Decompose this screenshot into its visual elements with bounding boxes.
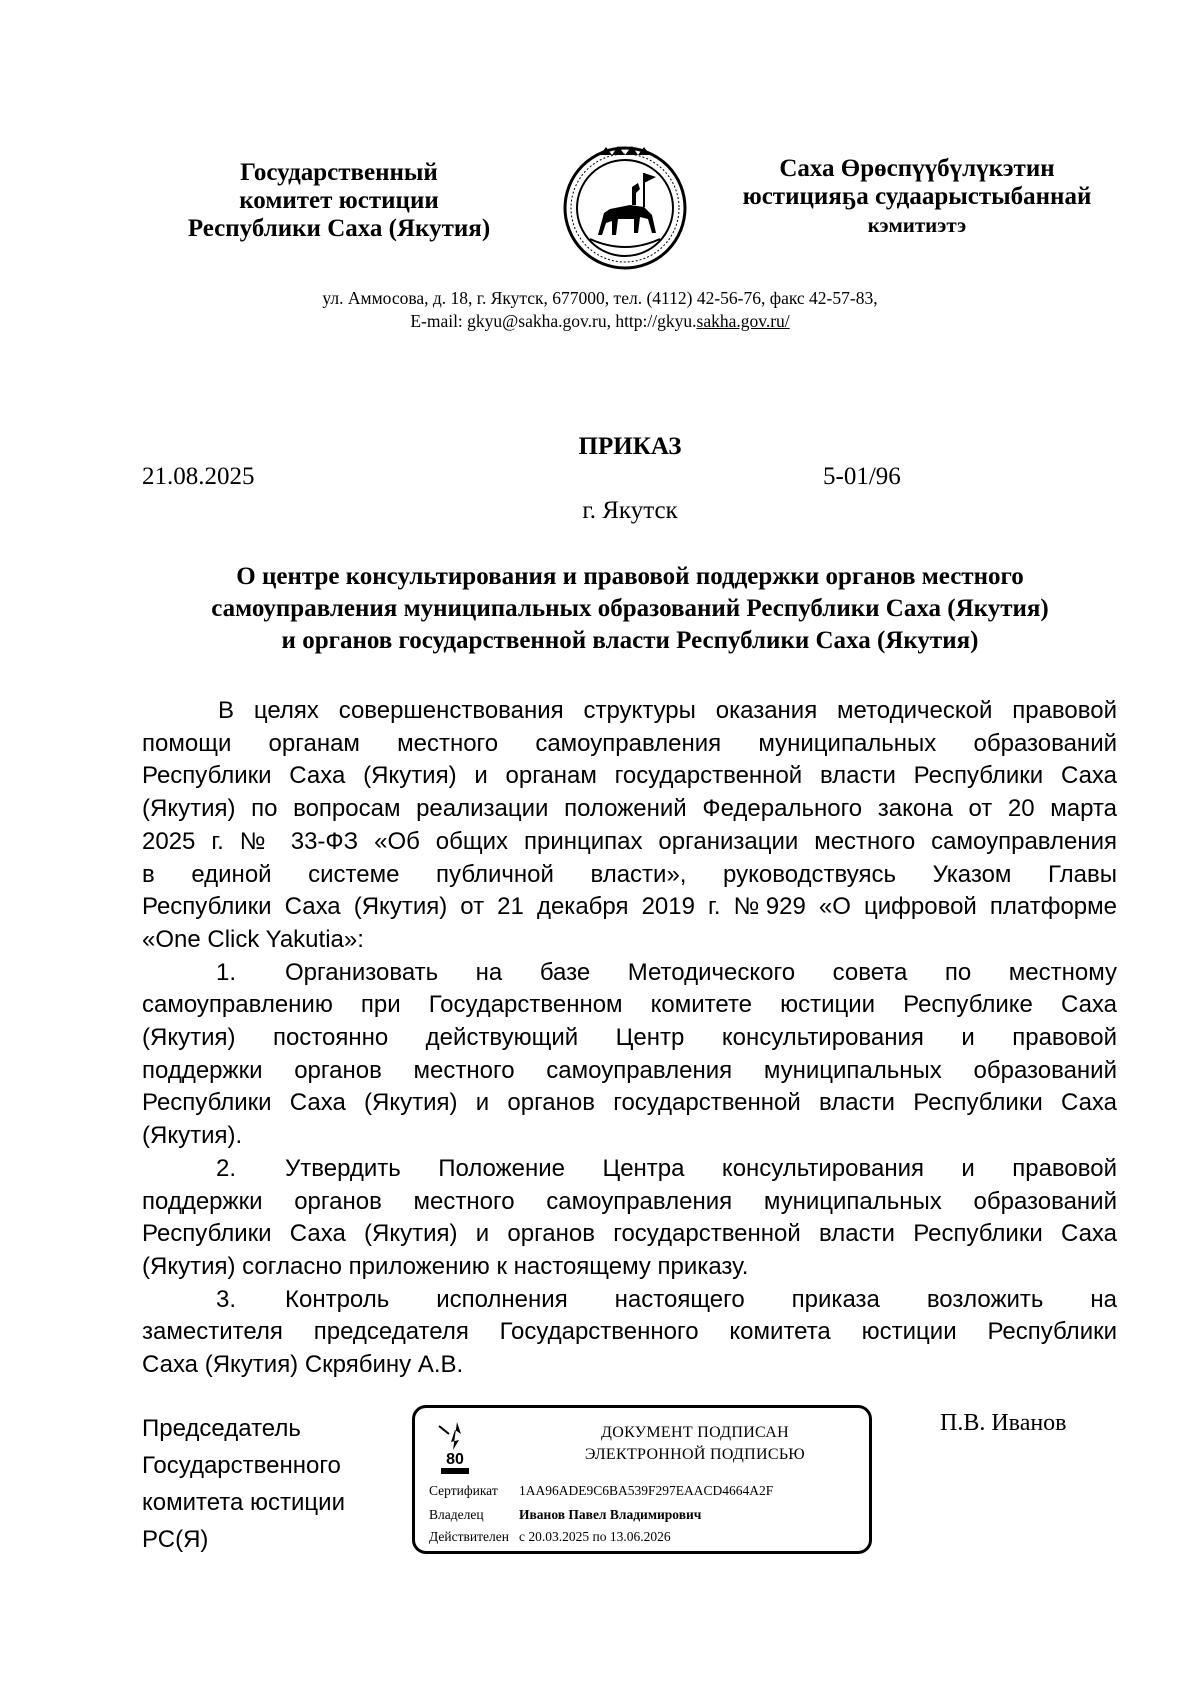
order-item-2 bbox=[142, 1153, 1117, 1186]
stamp-label: Сертификат bbox=[429, 1483, 498, 1498]
org-name-russian bbox=[165, 159, 513, 243]
victory-80-logo-icon bbox=[433, 1420, 477, 1478]
item-line: Утвердить Положение Центра консультирования и правовой bbox=[285, 1154, 1117, 1182]
item-number: 3. bbox=[216, 1285, 237, 1313]
preamble-line: 2025 г. № 33-ФЗ «Об общих принципах организации местного самоуправления bbox=[142, 827, 1117, 855]
website-link[interactable]: sakha.gov.ru/ bbox=[696, 311, 790, 331]
subject-line: О центре консультирования и правовой поддержки органов местного bbox=[236, 563, 1024, 590]
signer-position-line: Государственного bbox=[142, 1452, 341, 1479]
org-name-line: кэмитиэтэ bbox=[867, 213, 967, 237]
contacts-line: ул. Аммосова, д. 18, г. Якутск, 677000, тел. (4112) 42-56-76, факс 42-57-83, bbox=[322, 288, 878, 308]
org-name-line: Республики Саха (Якутия) bbox=[187, 215, 491, 242]
certificate-value: 1AA96ADE9C6BA539F297EAACD4664A2F bbox=[519, 1483, 774, 1498]
order-body bbox=[142, 695, 1117, 1382]
signer-position-line: РС(Я) bbox=[142, 1526, 209, 1553]
subject-line: самоуправления муниципальных образований Республики Саха (Якутия) bbox=[211, 595, 1049, 622]
item-line: (Якутия) постоянно действующий Центр консультирования и правовой bbox=[142, 1024, 1117, 1052]
stamp-heading: ДОКУМЕНТ ПОДПИСАН bbox=[601, 1424, 789, 1441]
preamble-line: помощи органам местного самоуправления муниципальных образований bbox=[142, 729, 1117, 757]
order-number: 5-01/96 bbox=[823, 463, 901, 490]
signer-position bbox=[142, 1410, 345, 1558]
item-line: Республики Саха (Якутия) и органов государственной власти Республики Саха bbox=[142, 1220, 1117, 1248]
order-subject bbox=[140, 561, 1120, 657]
item-line: (Якутия) согласно приложению к настоящему приказу. bbox=[142, 1252, 749, 1280]
item-number: 1. bbox=[216, 958, 237, 986]
signer-position-line: Председатель bbox=[142, 1415, 301, 1442]
stamp-label: Действителен bbox=[429, 1529, 509, 1544]
item-line: Контроль исполнения настоящего приказа возложить на bbox=[285, 1285, 1117, 1313]
item-line: заместителя председателя Государственного комитета юстиции Республики bbox=[142, 1318, 1117, 1346]
signer-position-line: комитета юстиции bbox=[142, 1489, 345, 1516]
document-title: ПРИКАЗ bbox=[578, 433, 682, 460]
org-name-line: Государственный bbox=[240, 159, 438, 186]
validity-value: с 20.03.2025 по 13.06.2026 bbox=[519, 1529, 671, 1544]
org-name-sakha bbox=[712, 155, 1122, 239]
contacts-email-site bbox=[200, 310, 1000, 332]
preamble-line: в единой системе публичной власти», руководствуясь Указом Главы bbox=[142, 860, 1117, 888]
signer-name: П.В. Иванов bbox=[940, 1410, 1067, 1436]
org-name-line: Саха Өрөспүүбүлүкэтин bbox=[779, 155, 1055, 182]
subject-line: и органов государственной власти Республики Саха (Якутия) bbox=[281, 627, 979, 654]
item-line: Саха (Якутия) Скрябину А.В. bbox=[142, 1351, 464, 1379]
coat-of-arms-emblem-icon bbox=[560, 143, 690, 273]
contacts-email-text: E-mail: gkyu@sakha.gov.ru, http://gkyu. bbox=[410, 311, 697, 331]
preamble-line: «One Click Yakutia»: bbox=[142, 925, 364, 953]
preamble-line: Республики Саха (Якутия) от 21 декабря 2019 г. №929 «О цифровой платформе bbox=[142, 893, 1117, 921]
stamp-validity-row bbox=[429, 1529, 671, 1545]
electronic-signature-stamp bbox=[412, 1405, 872, 1554]
owner-value: Иванов Павел Владимирович bbox=[519, 1507, 702, 1522]
stamp-certificate-row bbox=[429, 1483, 773, 1499]
preamble-line: (Якутия) по вопросам реализации положений Федерального закона от 20 марта bbox=[142, 795, 1117, 823]
org-name-line: комитет юстиции bbox=[239, 187, 439, 214]
item-number: 2. bbox=[216, 1154, 237, 1182]
order-item-1 bbox=[142, 957, 1117, 990]
item-line: поддержки органов местного самоуправления муниципальных образований bbox=[142, 1187, 1117, 1215]
item-line: Республики Саха (Якутия) и органов государственной власти Республики Саха bbox=[142, 1089, 1117, 1117]
stamp-label: Владелец bbox=[429, 1507, 484, 1522]
item-line: (Якутия). bbox=[142, 1122, 243, 1150]
item-line: Организовать на базе Методического совета по местному bbox=[285, 958, 1117, 986]
item-line: поддержки органов местного самоуправления муниципальных образований bbox=[142, 1056, 1117, 1084]
order-date: 21.08.2025 bbox=[142, 463, 255, 490]
org-name-line: юстицияҕа судаарыстыбаннай bbox=[742, 183, 1092, 210]
preamble-line: Республики Саха (Якутия) и органам государственной власти Республики Саха bbox=[142, 762, 1117, 790]
stamp-heading: ЭЛЕКТРОННОЙ ПОДПИСЬЮ bbox=[584, 1446, 806, 1463]
item-line: самоуправлению при Государственном комитете юстиции Республике Саха bbox=[142, 991, 1117, 1019]
order-city: г. Якутск bbox=[582, 497, 678, 524]
order-item-3 bbox=[142, 1284, 1117, 1317]
stamp-owner-row bbox=[429, 1507, 701, 1523]
preamble-line: В целях совершенствования структуры оказания методической правовой bbox=[218, 697, 1117, 724]
logo-number: 80 bbox=[446, 1451, 464, 1468]
